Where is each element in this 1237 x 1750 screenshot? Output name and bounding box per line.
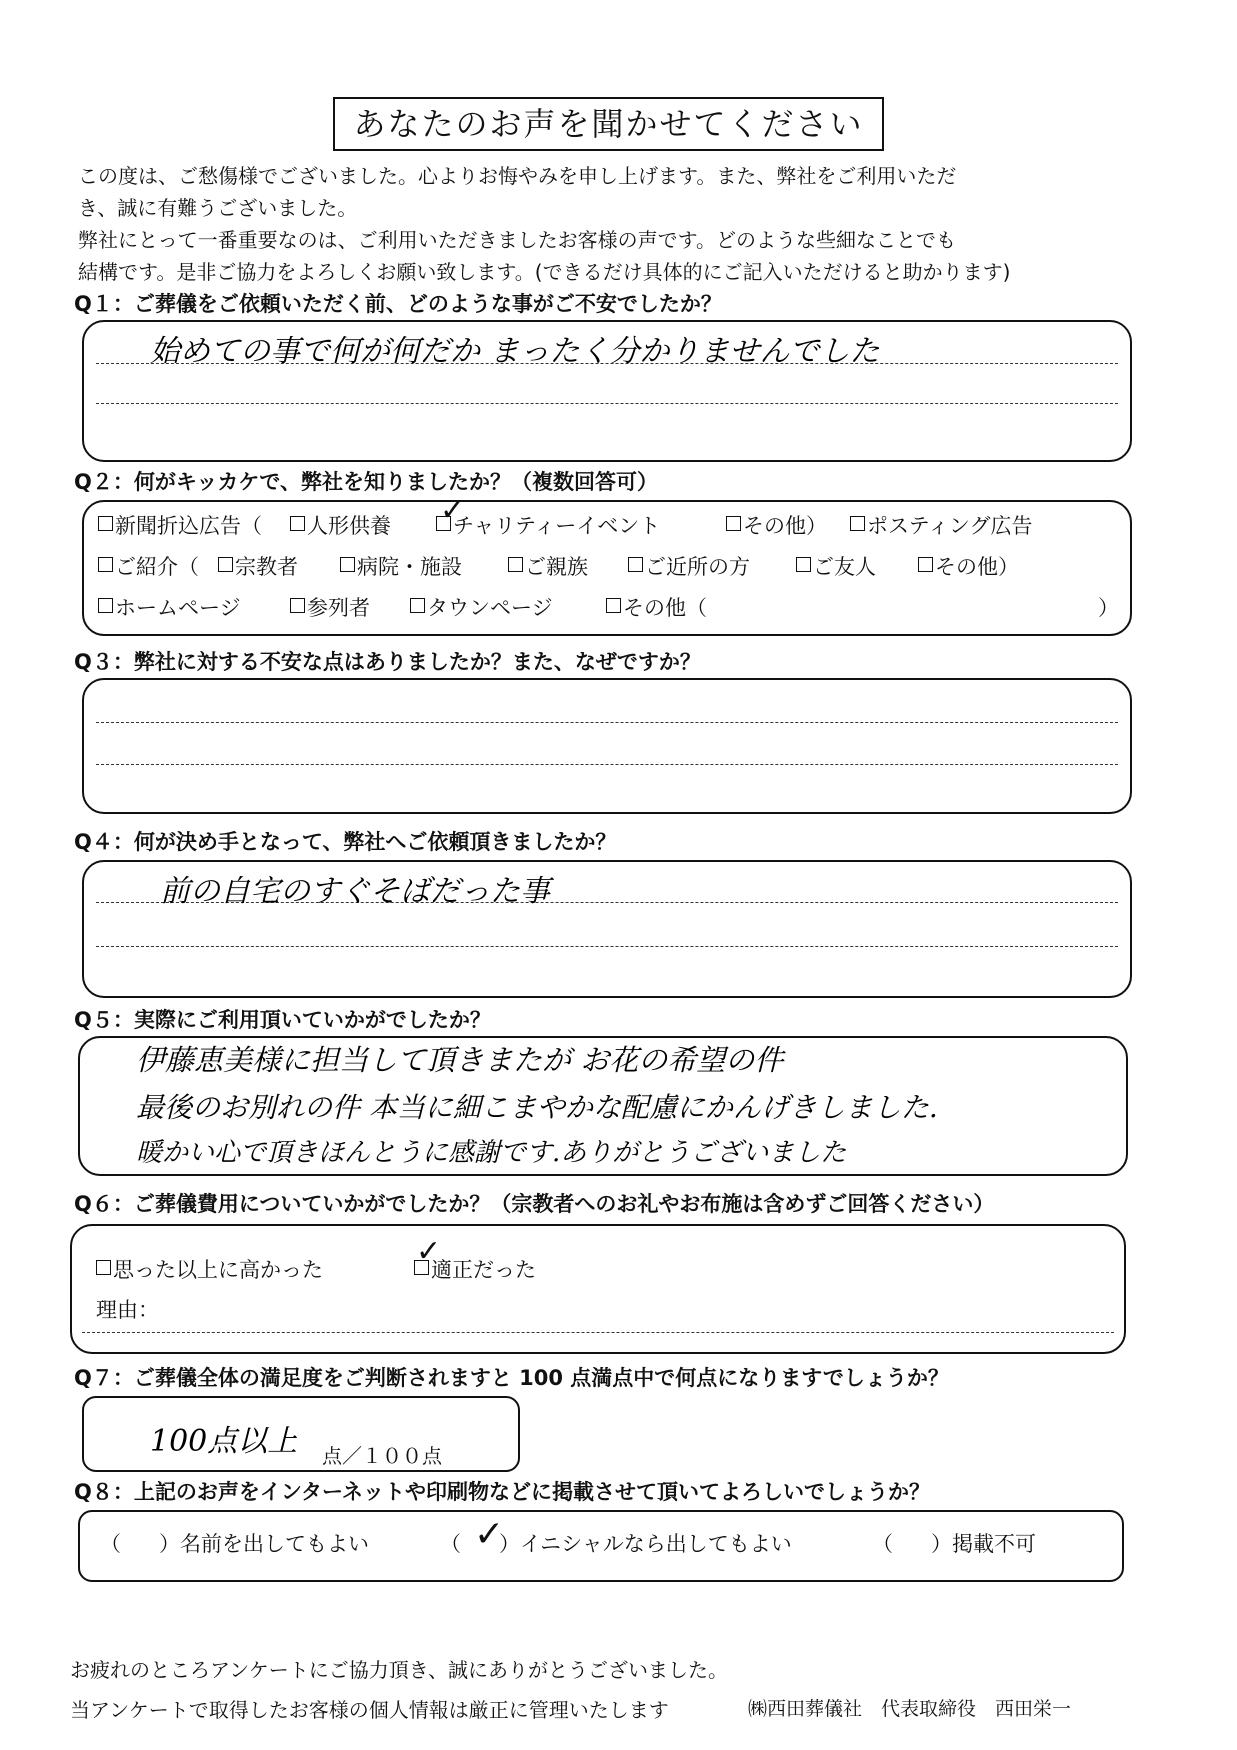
q2-option-other-1[interactable]: その他） <box>726 510 827 540</box>
checkbox-icon[interactable] <box>628 557 643 572</box>
q2-option-homepage[interactable]: ホームページ <box>98 592 241 622</box>
q2-option-referral[interactable]: ご紹介（ <box>98 551 199 581</box>
q8-option-not-allowed[interactable]: （ ）掲載不可 <box>872 1532 1036 1556</box>
q5-answer-line-1: 伊藤恵美様に担当して頂きまたが お花の希望の件 <box>136 1043 784 1077</box>
q6-label: Q６：ご葬儀費用についていかがでしたか？（宗教者へのお礼やお布施は含めずご回答ください） <box>74 1192 995 1216</box>
q6-box <box>70 1224 1126 1354</box>
checkbox-icon[interactable] <box>96 1260 111 1275</box>
q3-answer-box[interactable] <box>82 678 1132 814</box>
q2-option-doll-memorial[interactable]: 人形供養 <box>290 510 391 540</box>
q7-unit: 点／１００点 <box>322 1444 442 1468</box>
q2-option-relatives[interactable]: ご親族 <box>508 551 588 581</box>
footer-privacy: 当アンケートで取得したお客様の個人情報は厳正に管理いたします <box>70 1698 669 1722</box>
footer-company: ㈱西田葬儀社 代表取締役 西田栄一 <box>748 1698 1072 1720</box>
q2-option-other-3[interactable]: その他（ <box>606 592 707 622</box>
q4-label: Q４：何が決め手となって、弊社へご依頼頂きましたか？ <box>74 830 617 854</box>
q7-label: Q７：ご葬儀全体の満足度をご判断されますと 100 点満点中で何点になりますでしょうか？ <box>74 1366 949 1390</box>
checkmark-icon: ✓ <box>416 1234 442 1269</box>
checkbox-icon[interactable] <box>98 557 113 572</box>
q2-option-charity-event[interactable]: チャリティーイベント <box>436 510 660 540</box>
q6-option-appropriate[interactable]: 適正だった <box>414 1254 536 1284</box>
checkbox-icon[interactable] <box>850 516 865 531</box>
q2-option-other-2[interactable]: その他） <box>918 551 1019 581</box>
checkbox-icon[interactable] <box>606 598 621 613</box>
q8-label: Q８：上記のお声をインターネットや印刷物などに掲載させて頂いてよろしいでしょうか？ <box>74 1480 930 1504</box>
checkbox-icon[interactable] <box>796 557 811 572</box>
q5-label: Q５：実際にご利用頂いていかがでしたか？ <box>74 1008 491 1032</box>
q6-reason-label: 理由： <box>96 1298 159 1322</box>
checkbox-icon[interactable] <box>290 516 305 531</box>
q2-close-paren: ） <box>1098 596 1119 620</box>
checkmark-icon: ✓ <box>440 493 466 528</box>
intro-line-1: この度は、ご愁傷様でございました。心よりお悔やみを申し上げます。また、弊社をご利用いただ <box>78 164 957 188</box>
q2-label: Q２：何がキッカケで、弊社を知りましたか？（複数回答可） <box>74 470 659 494</box>
q2-option-clergy[interactable]: 宗教者 <box>218 551 298 581</box>
q2-option-town-page[interactable]: タウンページ <box>410 592 553 622</box>
q4-answer: 前の自宅のすぐそばだった事 <box>160 874 550 909</box>
checkbox-icon[interactable] <box>290 598 305 613</box>
checkbox-icon[interactable] <box>98 516 113 531</box>
q8-option-initials-ok[interactable]: （ ）イニシャルなら出してもよい <box>440 1532 792 1556</box>
checkbox-icon[interactable] <box>98 598 113 613</box>
checkbox-icon[interactable] <box>508 557 523 572</box>
footer-thanks: お疲れのところアンケートにご協力頂き、誠にありがとうございました。 <box>70 1658 728 1682</box>
q5-answer-line-2: 最後のお別れの件 本当に細こまやかな配慮にかんげきしました. <box>136 1091 938 1124</box>
checkbox-icon[interactable] <box>410 598 425 613</box>
q8-option-name-ok[interactable]: （ ）名前を出してもよい <box>100 1532 369 1556</box>
q2-option-attendee[interactable]: 参列者 <box>290 592 370 622</box>
q7-answer: 100点以上 <box>150 1424 298 1459</box>
checkbox-icon[interactable] <box>340 557 355 572</box>
q2-option-friends[interactable]: ご友人 <box>796 551 876 581</box>
page-title: あなたのお声を聞かせてください <box>333 97 884 151</box>
q2-option-posting-ad[interactable]: ポスティング広告 <box>850 510 1032 540</box>
q2-option-hospital[interactable]: 病院・施設 <box>340 551 462 581</box>
q5-answer-line-3: 暖かい心で頂きほんとうに感謝です.ありがとうございました <box>136 1138 847 1168</box>
q2-option-neighbors[interactable]: ご近所の方 <box>628 551 750 581</box>
checkbox-icon[interactable] <box>918 557 933 572</box>
q6-option-expensive[interactable]: 思った以上に高かった <box>96 1254 323 1284</box>
checkbox-icon[interactable] <box>726 516 741 531</box>
intro-line-2: き、誠に有難うございました。 <box>78 196 358 220</box>
q1-answer: 始めての事で何が何だか まったく分かりませんでした <box>150 334 880 369</box>
q1-label: Q１：ご葬儀をご依頼いただく前、どのような事がご不安でしたか？ <box>74 292 722 316</box>
checkbox-icon[interactable] <box>218 557 233 572</box>
q2-option-newspaper[interactable]: 新聞折込広告（ <box>98 510 262 540</box>
checkmark-icon: ✓ <box>474 1514 505 1555</box>
q7-score-box[interactable] <box>82 1396 520 1472</box>
intro-line-3: 弊社にとって一番重要なのは、ご利用いただきましたお客様の声です。どのような些細なことでも <box>78 228 956 252</box>
q3-label: Q３：弊社に対する不安な点はありましたか？また、なぜですか？ <box>74 650 701 674</box>
intro-line-4: 結構です。是非ご協力をよろしくお願い致します。(できるだけ具体的にご記入いただけると助かります) <box>78 260 1011 284</box>
